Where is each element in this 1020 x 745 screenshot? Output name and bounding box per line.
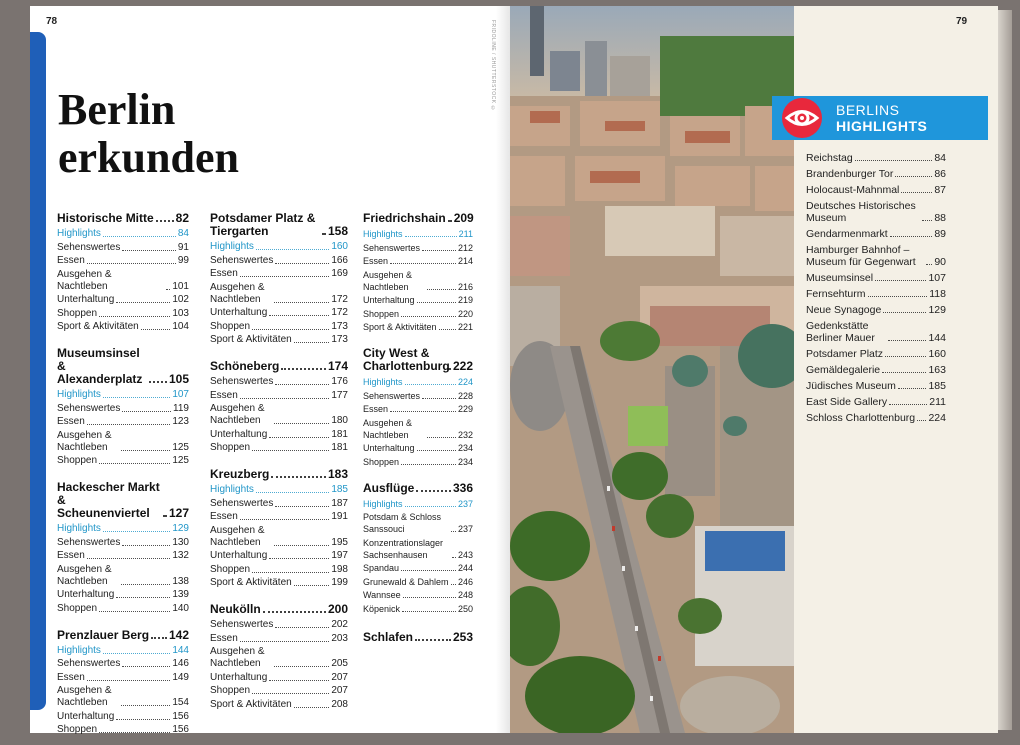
toc-entry-highlights[interactable]: Highlights 84 (57, 228, 189, 239)
highlight-entry[interactable]: Brandenburger Tor 86 (806, 168, 946, 180)
toc-entry[interactable]: Ausgehen & Nachtleben 172 (210, 281, 348, 305)
toc-entry[interactable]: Unterhaltung 207 (210, 671, 348, 683)
toc-entry[interactable]: Unterhaltung 181 (210, 428, 348, 440)
highlight-entry[interactable]: Jüdisches Museum 185 (806, 380, 946, 392)
toc-entry[interactable]: Ausgehen & Nachtleben 216 (363, 269, 473, 292)
toc-entry[interactable]: Unterhaltung 139 (57, 589, 189, 600)
highlights-list (806, 152, 946, 428)
toc-entry[interactable]: Sehenswertes 146 (57, 658, 189, 669)
page-number-right: 79 (956, 16, 968, 27)
toc-entry[interactable]: Ausgehen & Nachtleben 138 (57, 563, 189, 587)
toc-section-title[interactable]: Schöneberg 174 (210, 359, 348, 373)
highlights-heading-line2: HIGHLIGHTS (836, 118, 928, 134)
toc-section-title[interactable]: Schlafen 253 (363, 629, 473, 644)
toc-entry[interactable]: Shoppen 140 (57, 602, 189, 614)
toc-entry[interactable]: Sport & Aktivitäten 199 (210, 577, 348, 588)
toc-entry[interactable]: Shoppen 198 (210, 563, 348, 575)
toc-entry[interactable]: Essen 149 (57, 671, 189, 683)
toc-entry[interactable]: Ausgehen & Nachtleben 232 (363, 417, 473, 440)
toc-entry[interactable]: Sport & Aktivitäten 208 (210, 698, 348, 710)
toc-section (210, 212, 348, 346)
toc-entry[interactable]: Köpenick 250 (363, 603, 473, 614)
toc-entry[interactable]: Wannsee 248 (363, 590, 473, 600)
toc-entry[interactable]: Ausgehen & Nachtleben 101 (57, 268, 189, 292)
page-number-left: 78 (46, 16, 58, 27)
highlight-entry[interactable]: Gedenkstätte Berliner Mauer 144 (806, 320, 946, 344)
toc-entry[interactable]: Shoppen 173 (210, 320, 348, 332)
toc-entry[interactable]: Essen 191 (210, 511, 348, 522)
highlight-entry[interactable]: Schloss Charlottenburg 224 (806, 412, 946, 424)
chapter-title (58, 86, 239, 182)
highlight-entry[interactable]: Hamburger Bahnhof – Museum für Gegenwart 90 (806, 244, 946, 268)
toc-entry[interactable]: Sehenswertes 212 (363, 242, 473, 253)
toc-entry-highlights[interactable]: Highlights 185 (210, 484, 348, 495)
toc-section-title[interactable]: Historische Mitte 82 (57, 211, 189, 225)
berlin-aerial-photo (510, 6, 794, 733)
highlights-heading-line1: BERLINS (836, 102, 900, 118)
toc-entry[interactable]: Shoppen 207 (210, 685, 348, 696)
toc-section-title[interactable]: Friedrichshain 209 (363, 211, 474, 225)
toc-entry[interactable]: Sport & Aktivitäten 104 (57, 321, 189, 332)
toc-section (210, 603, 348, 711)
toc-section (363, 631, 473, 644)
toc-section (57, 629, 189, 737)
toc-section-title[interactable]: Hackescher Markt & Scheunenviertel 127 (57, 480, 189, 520)
toc-section-title[interactable]: City West & Charlottenburg 222 (363, 346, 474, 373)
toc-column-3 (363, 212, 473, 653)
toc-entry[interactable]: Ausgehen & Nachtleben 154 (57, 685, 189, 708)
highlight-entry[interactable]: Neue Synagoge 129 (806, 304, 946, 316)
toc-entry[interactable]: Shoppen 181 (210, 442, 348, 453)
toc-entry[interactable]: Sehenswertes 130 (57, 536, 189, 548)
toc-entry[interactable]: Ausgehen & Nachtleben 205 (210, 646, 348, 669)
toc-entry[interactable]: Unterhaltung 219 (363, 295, 473, 305)
highlight-entry[interactable]: Museumsinsel 107 (806, 272, 946, 284)
toc-entry[interactable]: Essen 214 (363, 256, 473, 266)
toc-entry[interactable]: Sport & Aktivitäten 221 (363, 322, 473, 332)
toc-entry[interactable]: Essen 203 (210, 632, 348, 644)
toc-section (57, 347, 189, 467)
toc-entry[interactable]: Essen 229 (363, 404, 473, 414)
toc-section (363, 482, 473, 615)
book-gutter (496, 6, 510, 733)
toc-entry[interactable]: Potsdam & Schloss Sanssouci 237 (363, 512, 473, 534)
toc-entry[interactable]: Shoppen 125 (57, 455, 189, 466)
toc-entry[interactable]: Sehenswertes 91 (57, 241, 189, 253)
toc-entry[interactable]: Essen 177 (210, 389, 348, 401)
toc-entry-highlights[interactable]: Highlights 211 (363, 229, 473, 239)
toc-entry[interactable]: Ausgehen & Nachtleben 180 (210, 403, 348, 426)
toc-entry[interactable]: Essen 169 (210, 268, 348, 279)
toc-section (210, 468, 348, 589)
toc-entry-highlights[interactable]: Highlights 129 (57, 523, 189, 534)
toc-entry[interactable]: Unterhaltung 234 (363, 443, 473, 453)
toc-entry[interactable]: Shoppen 220 (363, 308, 473, 319)
toc-entry[interactable]: Essen 132 (57, 550, 189, 561)
toc-entry[interactable]: Sehenswertes 228 (363, 390, 473, 401)
toc-entry-highlights[interactable]: Highlights 160 (210, 241, 348, 252)
highlight-entry[interactable]: Potsdamer Platz 160 (806, 348, 946, 360)
toc-entry[interactable]: Essen 99 (57, 255, 189, 266)
toc-entry[interactable]: Konzentrationslager Sachsenhausen 243 (363, 537, 473, 560)
chapter-title-line2: erkunden (58, 133, 239, 182)
toc-entry[interactable]: Grunewald & Dahlem 246 (363, 576, 473, 587)
toc-entry[interactable]: Unterhaltung 172 (210, 307, 348, 318)
photo-credit: FRIDOLINE / SHUTTERSTOCK © (490, 20, 496, 112)
toc-section-title[interactable]: Prenzlauer Berg 142 (57, 627, 189, 642)
toc-column-1 (57, 212, 189, 745)
toc-entry[interactable]: Spandau 244 (363, 563, 473, 573)
toc-entry[interactable]: Sehenswertes 176 (210, 376, 348, 387)
chapter-title-line1: Berlin (58, 85, 176, 134)
toc-entry[interactable]: Sehenswertes 202 (210, 619, 348, 630)
toc-column-2 (210, 212, 348, 720)
highlight-entry[interactable]: Holocaust-Mahnmal 87 (806, 184, 946, 196)
highlight-entry[interactable]: Deutsches Historisches Museum 88 (806, 200, 946, 224)
toc-entry[interactable]: Ausgehen & Nachtleben 125 (57, 429, 189, 453)
toc-section-title[interactable]: Neukölln 200 (210, 602, 348, 616)
page-edges (998, 10, 1012, 730)
eye-icon (780, 97, 824, 139)
highlights-banner (772, 96, 988, 140)
toc-entry-highlights[interactable]: Highlights 144 (57, 644, 189, 656)
toc-section-title[interactable]: Ausflüge 336 (363, 480, 473, 495)
toc-entry[interactable]: Ausgehen & Nachtleben 195 (210, 524, 348, 548)
toc-entry[interactable]: Sehenswertes 119 (57, 402, 189, 414)
toc-section-title[interactable]: Museumsinsel & Alexanderplatz 105 (57, 346, 189, 386)
highlights-heading (836, 102, 927, 134)
toc-entry[interactable]: Sport & Aktivitäten 173 (210, 334, 348, 345)
toc-entry[interactable]: Unterhaltung 156 (57, 710, 189, 722)
toc-section-title[interactable]: Kreuzberg 183 (210, 467, 348, 481)
toc-entry[interactable]: Shoppen 103 (57, 307, 189, 319)
toc-section (57, 212, 189, 333)
toc-entry[interactable]: Shoppen 234 (363, 456, 473, 467)
toc-entry[interactable]: Essen 123 (57, 416, 189, 427)
toc-section-title[interactable]: Potsdamer Platz & Tiergarten 158 (210, 211, 348, 238)
highlight-entry[interactable]: Reichstag 84 (806, 152, 946, 164)
toc-section (210, 360, 348, 454)
toc-entry[interactable]: Unterhaltung 102 (57, 294, 189, 305)
toc-section (363, 347, 473, 468)
highlight-entry[interactable]: Gendarmenmarkt 89 (806, 228, 946, 240)
toc-entry[interactable]: Sehenswertes 166 (210, 254, 348, 266)
toc-entry-highlights[interactable]: Highlights 237 (363, 498, 473, 509)
toc-section (57, 481, 189, 615)
toc-entry-highlights[interactable]: Highlights 107 (57, 389, 189, 400)
toc-entry[interactable]: Unterhaltung 197 (210, 550, 348, 561)
toc-entry[interactable]: Shoppen 156 (57, 724, 189, 735)
toc-entry[interactable]: Sehenswertes 187 (210, 497, 348, 509)
toc-entry-highlights[interactable]: Highlights 224 (363, 377, 473, 387)
toc-section (363, 212, 473, 333)
highlight-entry[interactable]: Fernsehturm 118 (806, 288, 946, 300)
highlight-entry[interactable]: East Side Gallery 211 (806, 396, 946, 408)
accent-bar (30, 32, 46, 710)
highlight-entry[interactable]: Gemäldegalerie 163 (806, 364, 946, 376)
